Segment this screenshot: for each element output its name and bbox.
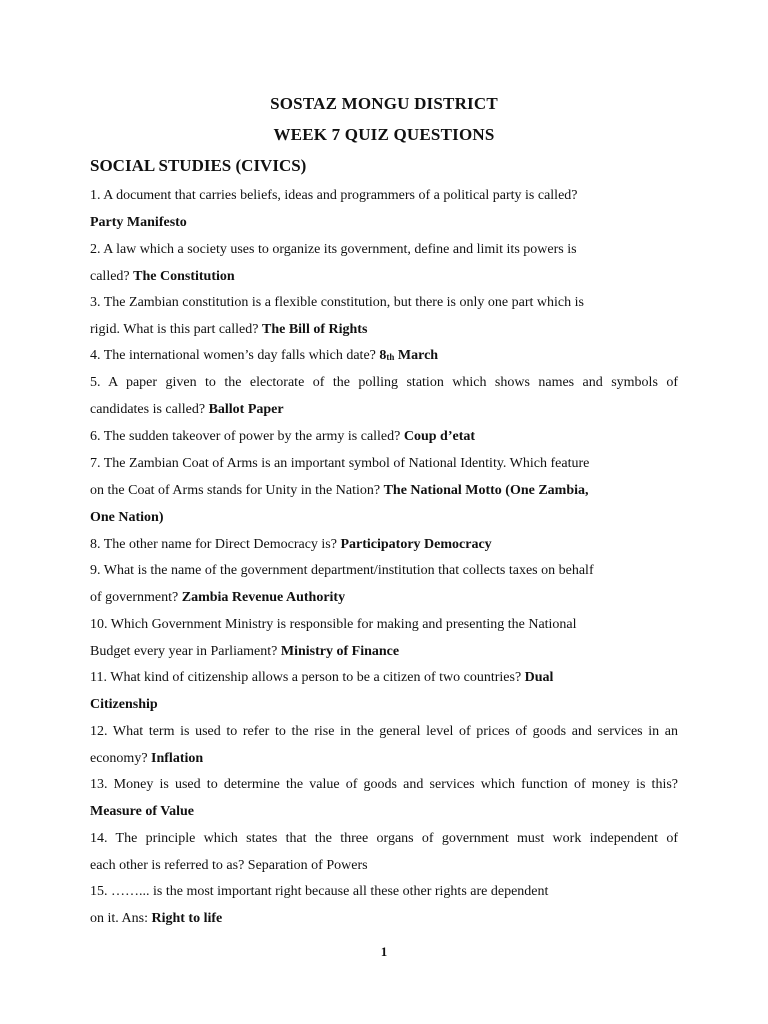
question-9-cont <box>90 588 678 608</box>
question-12-text: economy? <box>90 751 152 766</box>
question-3: 3. The Zambian constitution is a flexible constitution, but there is only one part which is <box>90 295 584 310</box>
question-12-cont <box>90 749 678 769</box>
answer-11-text2: Citizenship <box>90 697 158 712</box>
question-2: 2. A law which a society uses to organize its government, define and limit its powers is <box>90 242 577 257</box>
question-4-text: 4. The international women’s day falls which date? <box>90 348 380 363</box>
question-1: 1. A document that carries beliefs, ideas and programmers of a political party is called? <box>90 188 578 203</box>
question-15: 15. ……... is the most important right because all these other rights are dependent <box>90 884 549 899</box>
answer-13 <box>90 802 678 822</box>
answer-5-text: Ballot Paper <box>208 402 284 417</box>
question-14: 14. The principle which states that the three organs of government must work independent of <box>90 831 678 846</box>
question-15-cont <box>90 909 678 929</box>
question-9-text: of government? <box>90 590 182 605</box>
question-3-text: rigid. What is this part called? <box>90 322 262 337</box>
answer-4-sup: th <box>386 352 395 362</box>
page-number: 1 <box>380 944 388 959</box>
question-10: 10. Which Government Ministry is responsible for making and presenting the National <box>90 617 577 632</box>
question-11 <box>90 668 678 688</box>
section-heading: SOCIAL STUDIES (CIVICS) <box>90 156 307 175</box>
question-7-text: on the Coat of Arms stands for Unity in the Nation? <box>90 483 384 498</box>
answer-10-text: Ministry of Finance <box>280 644 400 659</box>
answer-4-rest: March <box>394 348 439 363</box>
answer-7-cont <box>90 508 678 528</box>
answer-7-text: The National Motto (One Zambia, <box>383 483 589 498</box>
question-6 <box>90 427 678 447</box>
document-title: SOSTAZ MONGU DISTRICT <box>270 94 498 113</box>
question-8-text: 8. The other name for Direct Democracy is? <box>90 537 341 552</box>
question-15-text: on it. Ans: <box>90 911 152 926</box>
question-8 <box>90 535 678 555</box>
answer-1-text: Party Manifesto <box>90 215 187 230</box>
question-5: 5. A paper given to the electorate of the polling station which shows names and symbols of <box>90 375 678 390</box>
answer-2-text: The Constitution <box>133 269 235 284</box>
answer-12-text: Inflation <box>151 751 204 766</box>
answer-3-text: The Bill of Rights <box>261 322 368 337</box>
answer-15-text: Right to life <box>151 911 223 926</box>
answer-8-text: Participatory Democracy <box>340 537 492 552</box>
answer-4-num: 8 <box>379 348 387 363</box>
answer-1 <box>90 213 678 233</box>
question-10-text: Budget every year in Parliament? <box>90 644 281 659</box>
question-13: 13. Money is used to determine the value of goods and services which function of money is this? <box>90 777 678 792</box>
question-3-cont <box>90 320 678 340</box>
question-11-text: 11. What kind of citizenship allows a person to be a citizen of two countries? <box>90 670 525 685</box>
question-4 <box>90 346 678 367</box>
question-5-cont <box>90 400 678 420</box>
answer-7-text2: One Nation) <box>90 510 164 525</box>
question-7: 7. The Zambian Coat of Arms is an important symbol of National Identity. Which feature <box>90 456 590 471</box>
question-9: 9. What is the name of the government department/institution that collects taxes on behalf <box>90 563 594 578</box>
question-12: 12. What term is used to refer to the rise in the general level of prices of goods and services in an <box>90 724 678 739</box>
question-10-cont <box>90 642 678 662</box>
answer-11-cont <box>90 695 678 715</box>
answer-9-text: Zambia Revenue Authority <box>181 590 346 605</box>
answer-11-text: Dual <box>524 670 554 685</box>
question-7-cont <box>90 481 678 501</box>
question-14-cont: each other is referred to as? Separation of Powers <box>90 858 368 873</box>
question-6-text: 6. The sudden takeover of power by the army is called? <box>90 429 404 444</box>
document-subtitle: WEEK 7 QUIZ QUESTIONS <box>273 125 495 144</box>
question-2-cont <box>90 267 678 287</box>
answer-6-text: Coup d’etat <box>403 429 476 444</box>
answer-13-text: Measure of Value <box>90 804 194 819</box>
question-5-text: candidates is called? <box>90 402 209 417</box>
question-2-text: called? <box>90 269 134 284</box>
